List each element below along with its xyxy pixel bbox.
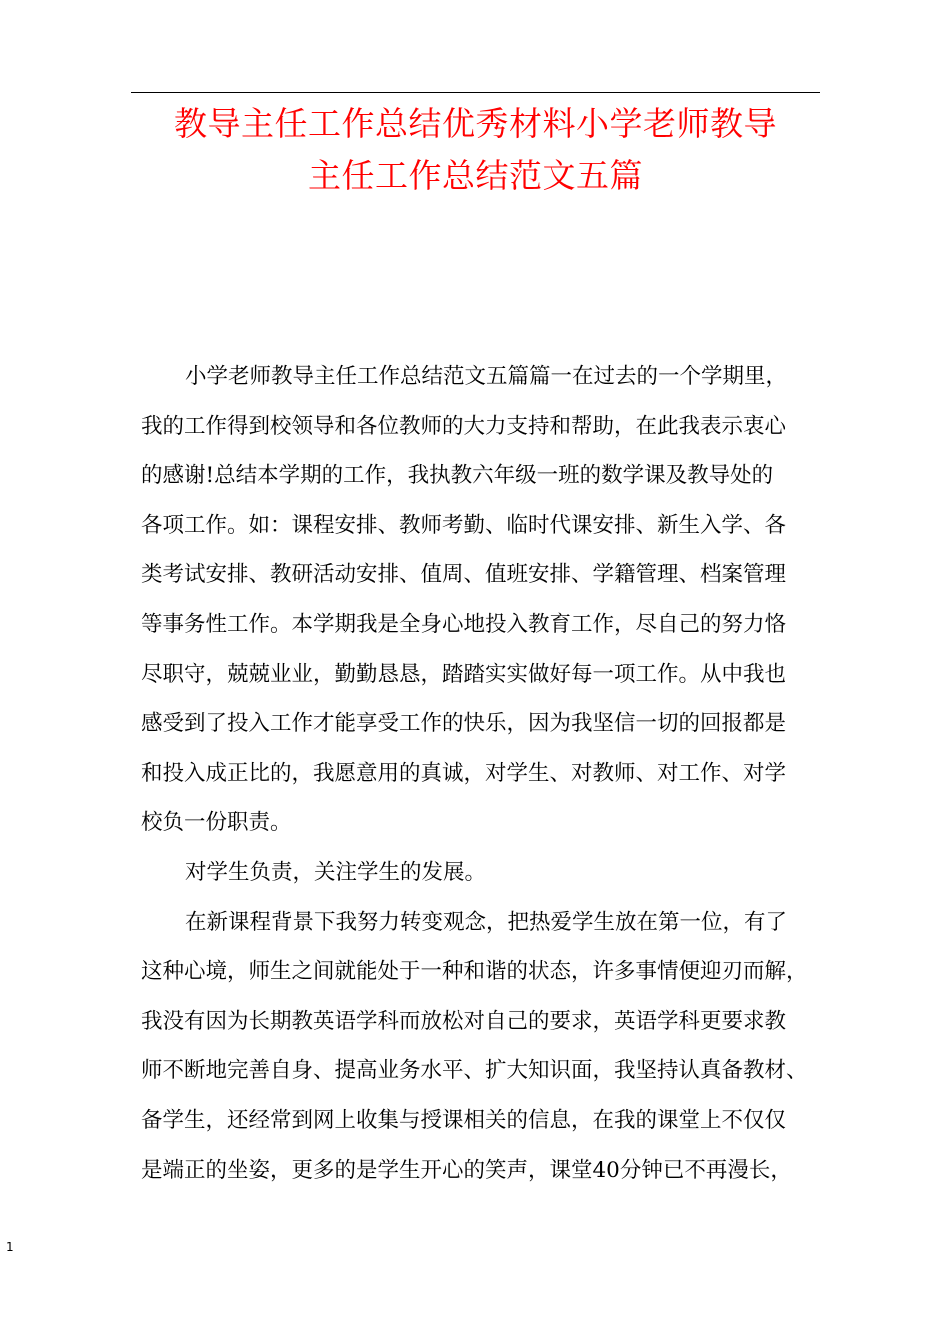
paragraph-1-line: 校负一份职责。 <box>141 810 292 836</box>
paragraph-3-line: 我没有因为长期教英语学科而放松对自己的要求，英语学科更要求教 <box>141 1008 787 1034</box>
paragraph-1-line: 和投入成正比的，我愿意用的真诚，对学生、对教师、对工作、对学 <box>141 760 787 786</box>
paragraph-1-line: 的感谢!总结本学期的工作，我执教六年级一班的数学课及教导处的 <box>141 463 774 489</box>
paragraph-1-line: 等事务性工作。本学期我是全身心地投入教育工作，尽自己的努力恪 <box>141 611 787 637</box>
paragraph-2-line: 对学生负责，关注学生的发展。 <box>185 859 487 885</box>
paragraph-3-line: 备学生，还经常到网上收集与授课相关的信息，在我的课堂上不仅仅 <box>141 1107 787 1133</box>
header-rule <box>131 92 820 93</box>
page-number: 1 <box>6 1240 14 1254</box>
paragraph-3-line: 在新课程背景下我努力转变观念，把热爱学生放在第一位，有了 <box>185 909 788 935</box>
paragraph-1-line: 我的工作得到校领导和各位教师的大力支持和帮助，在此我表示衷心 <box>141 413 787 439</box>
paragraph-1-line: 类考试安排、教研活动安排、值周、值班安排、学籍管理、档案管理 <box>141 562 787 588</box>
title-line-1: 教导主任工作总结优秀材料小学老师教导 <box>174 104 777 143</box>
paragraph-3-line: 这种心境，师生之间就能处于一种和谐的状态，许多事情便迎刃而解， <box>141 959 808 985</box>
paragraph-3-line: 是端正的坐姿，更多的是学生开心的笑声，课堂40分钟已不再漫长， <box>141 1157 792 1183</box>
document-title <box>131 98 820 202</box>
paragraph-1-line: 小学老师教导主任工作总结范文五篇篇一在过去的一个学期里， <box>185 364 788 389</box>
paragraph-1-line: 感受到了投入工作才能享受工作的快乐，因为我坚信一切的回报都是 <box>141 711 787 737</box>
paragraph-1-line: 尽职守，兢兢业业，勤勤恳恳，踏踏实实做好每一项工作。从中我也 <box>141 661 787 687</box>
paragraph-3-line: 师不断地完善自身、提高业务水平、扩大知识面，我坚持认真备教材、 <box>141 1058 808 1084</box>
document-body <box>141 352 841 1195</box>
paragraph-1-line: 各项工作。如：课程安排、教师考勤、临时代课安排、新生入学、各 <box>141 512 787 538</box>
title-line-2: 主任工作总结范文五篇 <box>308 156 643 195</box>
